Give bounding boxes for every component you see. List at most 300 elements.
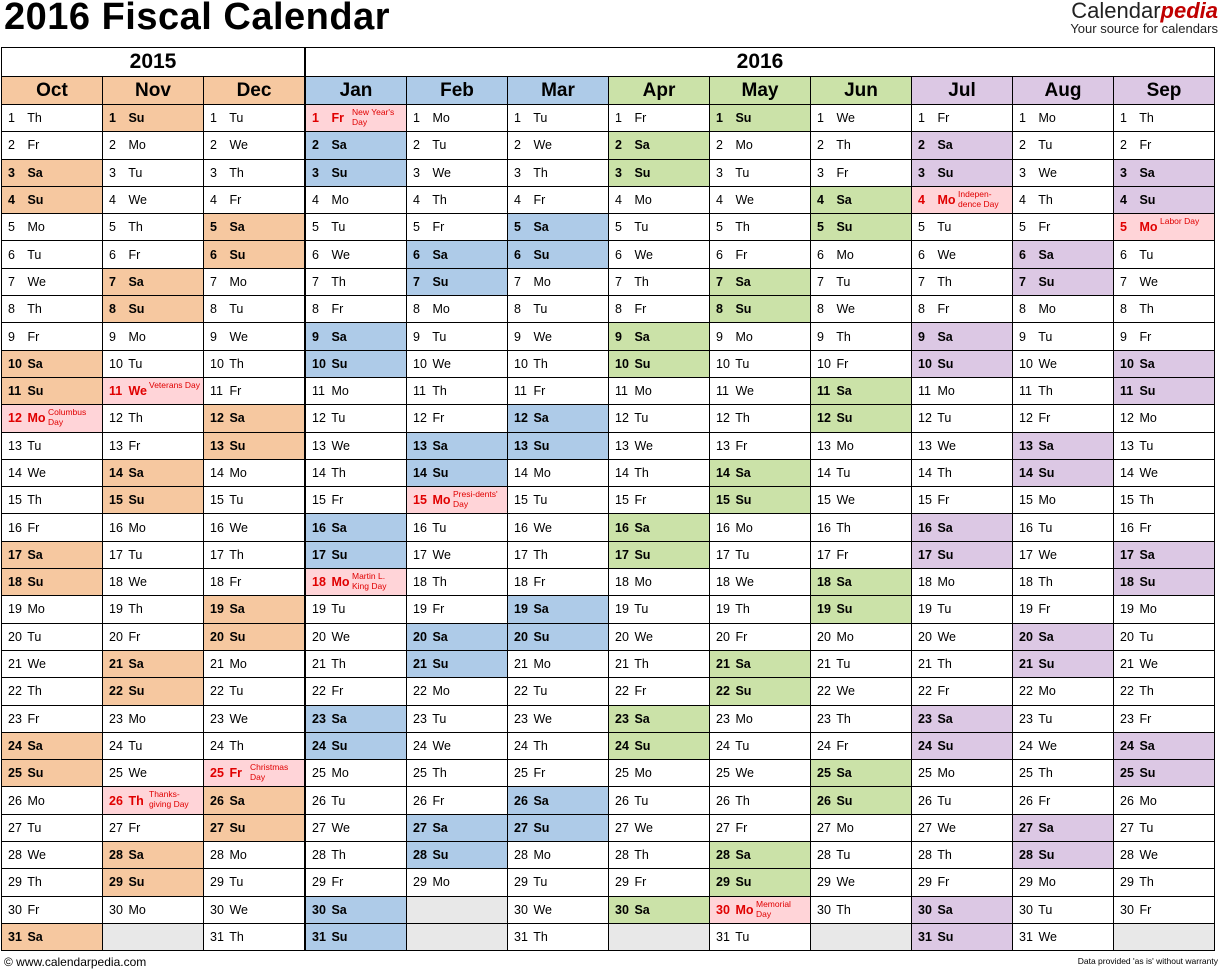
day-cell (103, 487, 204, 514)
weekday: Sa (24, 356, 43, 371)
day-cell (305, 377, 407, 404)
day-label (2, 875, 42, 889)
day-label (103, 193, 147, 207)
day-label (609, 739, 650, 753)
weekday: We (125, 766, 147, 781)
day-label (710, 248, 747, 262)
day-number: 17 (210, 547, 224, 562)
day-label (1114, 220, 1158, 234)
day-label (912, 930, 953, 944)
day-number: 11 (413, 384, 426, 399)
day-number: 12 (918, 411, 932, 426)
weekday: Tu (934, 220, 952, 235)
day-number: 11 (716, 384, 729, 399)
weekday: Th (328, 657, 346, 672)
day-cell (912, 350, 1013, 377)
weekday: We (24, 274, 46, 289)
weekday: Th (732, 411, 750, 426)
day-label (1114, 848, 1158, 862)
weekday: Mo (328, 575, 350, 590)
day-number: 3 (615, 165, 622, 180)
weekday: We (934, 629, 956, 644)
weekday: Sa (732, 466, 751, 480)
day-number: 11 (514, 384, 527, 399)
day-number: 21 (615, 657, 629, 672)
day-label (1114, 521, 1151, 535)
day-number: 16 (210, 520, 224, 535)
day-cell (204, 814, 306, 841)
day-label (912, 466, 952, 480)
weekday: Su (530, 438, 550, 453)
day-cell (1013, 296, 1114, 323)
day-number: 13 (615, 438, 629, 453)
day-cell (609, 596, 710, 623)
weekday: Sa (833, 575, 852, 590)
weekday: Tu (833, 657, 851, 672)
weekday: Tu (732, 356, 750, 371)
weekday: We (24, 848, 46, 863)
day-cell (103, 514, 204, 541)
day-label (710, 739, 749, 753)
day-cell (1114, 487, 1215, 514)
day-label (306, 302, 343, 316)
day-number: 18 (413, 575, 427, 590)
weekday: Tu (429, 520, 447, 535)
day-number: 1 (210, 111, 217, 126)
month-header-feb: Feb (407, 77, 508, 105)
day-cell (2, 186, 103, 213)
day-label (1013, 466, 1054, 480)
weekday: Th (934, 657, 952, 672)
day-label (204, 111, 243, 125)
day-cell (710, 377, 811, 404)
weekday: Sa (934, 138, 953, 153)
weekday: Th (328, 848, 346, 863)
day-number: 6 (716, 247, 723, 262)
day-cell (811, 678, 912, 705)
day-number: 9 (817, 329, 824, 344)
day-label (710, 657, 751, 671)
weekday: Sa (1035, 438, 1054, 453)
day-label (710, 466, 751, 480)
day-label (1114, 466, 1158, 480)
day-cell (710, 678, 811, 705)
weekday: Sa (1035, 247, 1054, 262)
weekday: We (1035, 930, 1057, 945)
day-number: 30 (918, 902, 932, 917)
weekday: Sa (226, 793, 245, 808)
day-cell (1114, 459, 1215, 486)
weekday: Mo (429, 111, 450, 126)
day-label (1114, 821, 1153, 835)
weekday: Mo (1136, 793, 1157, 808)
day-label (609, 330, 650, 344)
day-number: 21 (514, 657, 528, 672)
weekday: Th (226, 356, 244, 371)
weekday: Mo (934, 193, 956, 208)
day-label (1013, 684, 1056, 698)
weekday: Mo (530, 466, 551, 480)
day-cell (204, 678, 306, 705)
day-label (2, 220, 45, 234)
day-cell (103, 623, 204, 650)
day-label (710, 275, 751, 289)
day-cell (407, 760, 508, 787)
weekday: Mo (631, 766, 652, 781)
day-cell (204, 896, 306, 923)
day-label (811, 302, 855, 316)
day-label (710, 575, 754, 589)
weekday: Mo (934, 575, 955, 590)
day-number: 29 (514, 875, 528, 890)
day-row (2, 705, 1215, 732)
day-cell (1013, 569, 1114, 596)
day-cell (103, 678, 204, 705)
day-cell (508, 323, 609, 350)
weekday: We (1136, 848, 1158, 863)
day-cell (305, 732, 407, 759)
day-cell (710, 432, 811, 459)
day-label (2, 602, 45, 616)
day-number: 25 (817, 766, 831, 781)
weekday: Su (1136, 575, 1156, 590)
day-label (1114, 411, 1157, 425)
day-number: 22 (413, 684, 427, 699)
day-number: 7 (8, 274, 15, 289)
holiday-name: Memorial Day (756, 898, 791, 919)
day-cell (103, 214, 204, 241)
day-label (609, 684, 646, 698)
weekday: Mo (328, 766, 349, 781)
day-number: 26 (817, 793, 831, 808)
day-label (710, 220, 750, 234)
day-number: 2 (413, 138, 420, 153)
day-label (609, 875, 646, 889)
weekday: Mo (429, 302, 450, 317)
day-label (811, 684, 855, 698)
weekday: We (530, 520, 552, 535)
day-number: 28 (716, 848, 730, 863)
day-cell (204, 323, 306, 350)
day-number: 15 (918, 493, 932, 508)
day-cell (811, 732, 912, 759)
day-label (508, 493, 547, 507)
day-number: 27 (109, 820, 123, 835)
day-label (1114, 357, 1155, 371)
day-cell (1013, 623, 1114, 650)
weekday: Su (934, 165, 954, 180)
day-cell (710, 732, 811, 759)
day-label (710, 903, 754, 917)
day-number: 24 (615, 738, 629, 753)
day-label (609, 166, 650, 180)
day-cell (609, 105, 710, 132)
day-label (609, 657, 649, 671)
day-label (811, 794, 852, 808)
weekday: Sa (934, 902, 953, 917)
day-cell (912, 296, 1013, 323)
weekday: Sa (631, 138, 650, 153)
day-label (1114, 684, 1154, 698)
day-row (2, 405, 1215, 432)
day-number: 17 (817, 547, 831, 562)
weekday: Fr (1136, 329, 1152, 344)
day-label (912, 821, 956, 835)
day-label (710, 684, 751, 698)
weekday: Fr (833, 547, 849, 562)
day-cell (1114, 842, 1215, 869)
weekday: Tu (1035, 138, 1053, 153)
day-label (508, 111, 547, 125)
day-label (912, 275, 952, 289)
day-cell (1114, 923, 1215, 950)
day-number: 7 (817, 274, 824, 289)
day-number: 29 (1019, 875, 1033, 890)
weekday: Fr (1035, 793, 1051, 808)
weekday: Su (429, 274, 449, 289)
weekday: Th (732, 793, 750, 808)
day-label (1013, 493, 1056, 507)
day-number: 1 (413, 111, 420, 126)
weekday: We (833, 684, 855, 699)
day-number: 29 (1120, 875, 1134, 890)
weekday: Mo (1136, 220, 1158, 235)
day-number: 15 (312, 493, 326, 508)
day-number: 31 (716, 930, 730, 945)
weekday: Tu (530, 111, 548, 126)
day-cell (103, 459, 204, 486)
day-cell (407, 869, 508, 896)
day-cell (305, 268, 407, 295)
day-number: 25 (109, 766, 123, 781)
day-cell (204, 541, 306, 568)
day-row (2, 869, 1215, 896)
day-cell (2, 869, 103, 896)
day-cell (609, 650, 710, 677)
weekday: Fr (530, 575, 546, 590)
day-number: 14 (615, 466, 629, 480)
day-row (2, 787, 1215, 814)
day-number: 29 (210, 875, 224, 890)
day-label (2, 930, 43, 944)
day-cell (2, 487, 103, 514)
day-label (2, 411, 46, 425)
day-cell (2, 814, 103, 841)
day-label (508, 220, 549, 234)
day-label (508, 930, 548, 944)
weekday: We (429, 738, 451, 753)
day-number: 23 (817, 711, 831, 726)
day-number: 6 (1120, 247, 1127, 262)
day-label (1013, 275, 1054, 289)
day-cell (103, 569, 204, 596)
day-cell (2, 459, 103, 486)
day-number: 11 (615, 384, 628, 399)
day-number: 16 (109, 520, 123, 535)
day-number: 4 (8, 193, 15, 208)
weekday: Fr (530, 193, 546, 208)
day-cell (912, 432, 1013, 459)
weekday: Sa (328, 329, 347, 344)
day-label (1013, 411, 1050, 425)
weekday: Fr (328, 493, 344, 508)
weekday: Fr (833, 165, 849, 180)
day-label (508, 875, 547, 889)
day-cell (710, 869, 811, 896)
day-label (811, 220, 852, 234)
day-label (1013, 875, 1056, 889)
day-number: 10 (109, 356, 123, 371)
weekday: Su (833, 602, 853, 617)
day-number: 15 (109, 493, 123, 508)
weekday: We (226, 711, 248, 726)
day-number: 27 (514, 820, 528, 835)
day-cell (508, 432, 609, 459)
day-number: 9 (716, 329, 723, 344)
day-cell (811, 132, 912, 159)
day-cell (912, 541, 1013, 568)
day-cell (508, 705, 609, 732)
day-label (407, 111, 450, 125)
day-cell (710, 186, 811, 213)
day-number: 6 (817, 247, 824, 262)
weekday: Su (833, 411, 853, 426)
day-label (912, 575, 955, 589)
weekday: Sa (631, 329, 650, 344)
day-number: 24 (918, 738, 932, 753)
weekday: Fr (226, 575, 242, 590)
day-row (2, 487, 1215, 514)
day-cell (2, 405, 103, 432)
day-cell (609, 678, 710, 705)
holiday-name: Indepen-dence Day (958, 188, 999, 209)
day-number: 2 (918, 138, 925, 153)
day-label (811, 493, 855, 507)
day-number: 8 (413, 302, 420, 317)
day-label (1013, 930, 1057, 944)
day-number: 21 (109, 657, 123, 672)
day-label (306, 521, 347, 535)
day-label (609, 411, 648, 425)
day-cell (407, 569, 508, 596)
day-number: 22 (716, 684, 730, 699)
day-label (407, 220, 444, 234)
day-label (306, 712, 347, 726)
day-number: 21 (312, 657, 326, 672)
day-number: 28 (514, 848, 528, 863)
day-label (1114, 903, 1151, 917)
day-cell (305, 569, 407, 596)
day-number: 27 (8, 820, 22, 835)
day-label (1013, 602, 1050, 616)
day-cell (407, 514, 508, 541)
day-label (1114, 575, 1155, 589)
day-cell (609, 814, 710, 841)
holiday-name: Veterans Day (149, 379, 201, 390)
day-row (2, 268, 1215, 295)
day-number: 5 (413, 220, 420, 235)
day-number: 10 (514, 356, 528, 371)
day-label (811, 330, 851, 344)
weekday: Th (125, 220, 143, 235)
day-label (710, 712, 753, 726)
weekday: Mo (1035, 111, 1056, 126)
day-number: 12 (312, 411, 326, 426)
day-number: 10 (817, 356, 831, 371)
day-label (609, 766, 652, 780)
day-label (103, 712, 146, 726)
day-number: 27 (716, 820, 730, 835)
day-number: 26 (109, 793, 123, 808)
day-number: 24 (817, 738, 831, 753)
weekday: Mo (125, 329, 146, 344)
day-number: 8 (514, 302, 521, 317)
day-label (306, 357, 347, 371)
day-cell (1114, 514, 1215, 541)
day-number: 21 (8, 657, 22, 672)
weekday: Su (631, 547, 651, 562)
day-label (912, 875, 949, 889)
day-number: 1 (918, 111, 925, 126)
day-row (2, 214, 1215, 241)
day-label (609, 220, 648, 234)
day-row (2, 514, 1215, 541)
day-label (710, 794, 750, 808)
weekday: Fr (429, 793, 445, 808)
day-label (811, 275, 850, 289)
day-label (912, 630, 956, 644)
day-cell (710, 596, 811, 623)
day-number: 1 (1120, 111, 1127, 126)
weekday: Su (732, 111, 752, 126)
weekday: Sa (226, 220, 245, 235)
day-number: 27 (210, 820, 224, 835)
day-number: 27 (312, 820, 326, 835)
day-label (1013, 739, 1057, 753)
day-cell (204, 487, 306, 514)
day-cell (2, 514, 103, 541)
weekday: Fr (833, 738, 849, 753)
day-cell (811, 760, 912, 787)
weekday: Fr (429, 602, 445, 617)
day-label (710, 602, 750, 616)
weekday: Su (934, 547, 954, 562)
day-label (811, 248, 854, 262)
day-number: 11 (918, 384, 931, 399)
day-number: 6 (514, 247, 521, 262)
weekday: Tu (1035, 902, 1053, 917)
day-number: 13 (1120, 438, 1134, 453)
day-label (811, 439, 854, 453)
weekday: We (1035, 356, 1057, 371)
day-number: 27 (1120, 820, 1134, 835)
day-number: 17 (8, 547, 22, 562)
weekday: Sa (429, 820, 448, 835)
month-header-sep: Sep (1114, 77, 1215, 105)
weekday: Mo (631, 575, 652, 590)
day-cell (305, 787, 407, 814)
day-cell (2, 159, 103, 186)
day-cell (1114, 814, 1215, 841)
weekday: Mo (833, 438, 854, 453)
day-cell (407, 432, 508, 459)
day-number: 14 (109, 466, 123, 480)
day-label (306, 766, 349, 780)
day-row (2, 296, 1215, 323)
day-cell (1013, 842, 1114, 869)
day-label (1013, 330, 1052, 344)
day-label (811, 575, 852, 589)
